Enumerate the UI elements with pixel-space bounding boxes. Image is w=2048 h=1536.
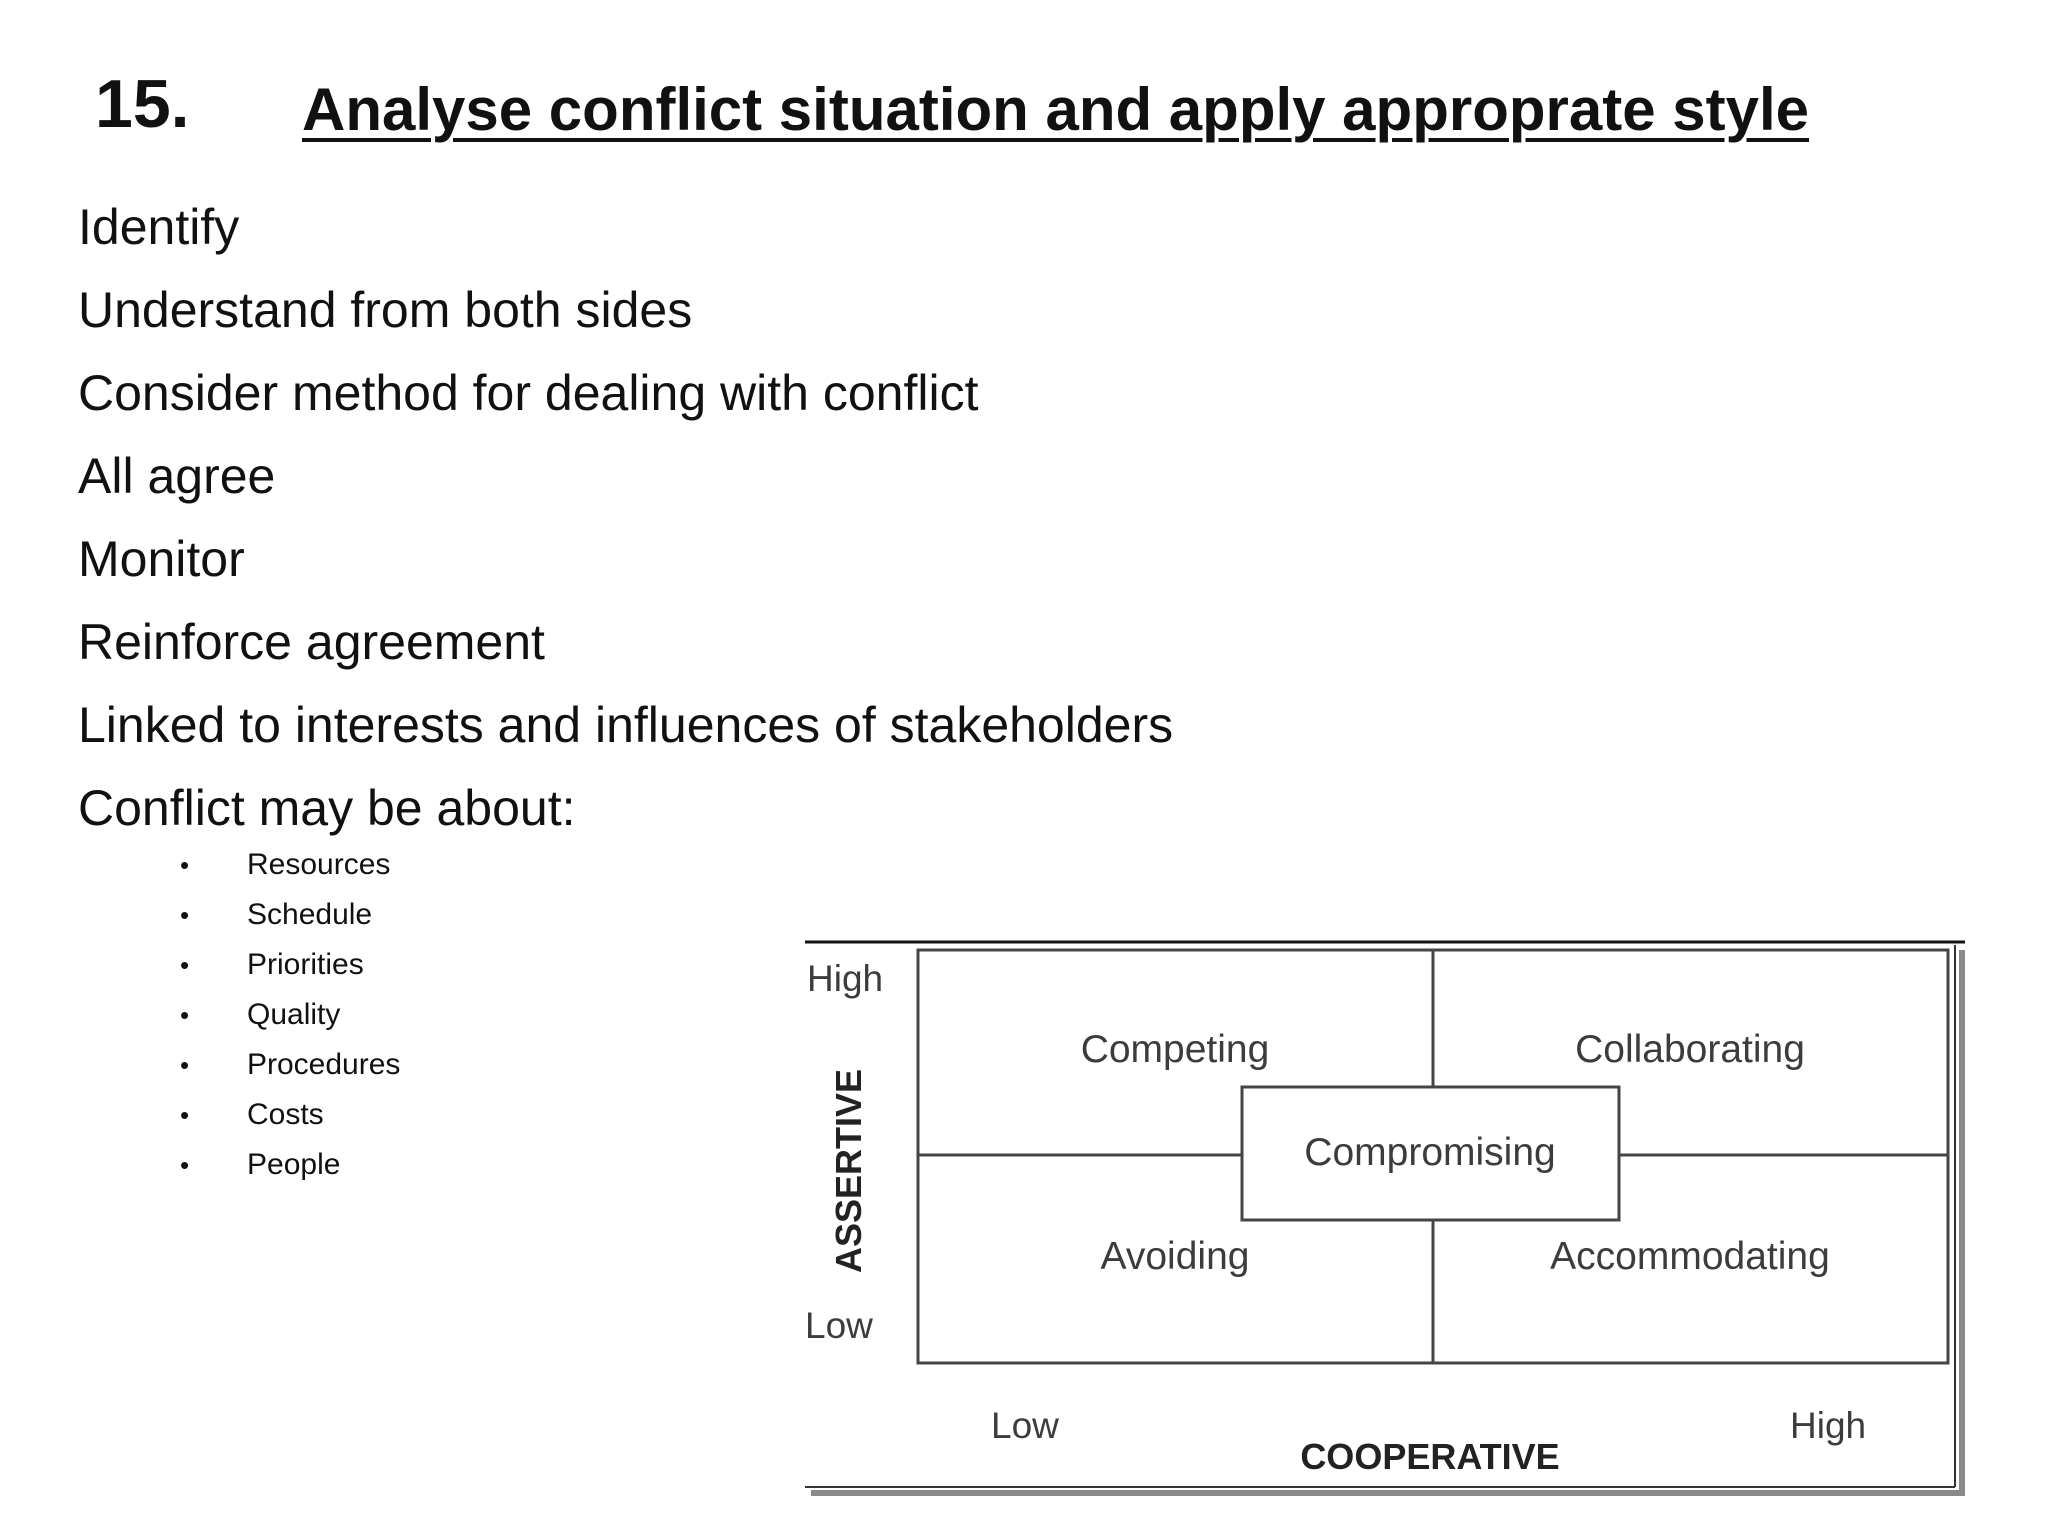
x-axis-low-label: Low: [991, 1405, 1059, 1446]
topic-procedures: Procedures: [247, 1048, 401, 1081]
step-linked-stakeholders: Linked to interests and influences of stakeholders: [78, 697, 1174, 753]
topic-quality: Quality: [247, 998, 341, 1031]
bullet-icon: •: [180, 1050, 190, 1080]
style-avoiding: Avoiding: [1100, 1235, 1250, 1278]
step-all-agree: All agree: [78, 448, 276, 504]
list-item: [180, 1040, 400, 1090]
slide-number: 15.: [95, 66, 190, 142]
x-axis-high-label: High: [1790, 1405, 1867, 1446]
style-competing: Competing: [1080, 1028, 1270, 1071]
list-item: [180, 1140, 400, 1190]
topic-schedule: Schedule: [247, 898, 373, 931]
style-compromising: Compromising: [1304, 1131, 1556, 1174]
list-item: [180, 990, 400, 1040]
topic-costs: Costs: [247, 1098, 324, 1131]
topic-resources: Resources: [247, 848, 391, 881]
y-axis-high-label: High: [807, 958, 884, 999]
step-consider-method: Consider method for dealing with conflict: [78, 365, 979, 421]
topic-people: People: [247, 1148, 341, 1181]
bullet-icon: •: [180, 900, 190, 930]
y-axis-low-label: Low: [805, 1305, 873, 1346]
step-reinforce: Reinforce agreement: [78, 614, 545, 670]
step-conflict-about: Conflict may be about:: [78, 780, 576, 836]
conflict-topics-list: [180, 840, 400, 1190]
step-identify: Identify: [78, 199, 240, 255]
conflict-styles-matrix: [805, 935, 1975, 1505]
y-axis-title: ASSERTIVE: [828, 1068, 869, 1274]
slide-title: Analyse conflict situation and apply approprate style: [302, 76, 1810, 143]
conflict-steps-list: [78, 186, 1173, 850]
step-monitor: Monitor: [78, 531, 245, 587]
list-item: [180, 1090, 400, 1140]
bullet-icon: •: [180, 1150, 190, 1180]
topic-priorities: Priorities: [247, 948, 364, 981]
style-collaborating: Collaborating: [1575, 1028, 1805, 1071]
list-item: [180, 890, 400, 940]
list-item: [180, 840, 400, 890]
style-accommodating: Accommodating: [1550, 1235, 1830, 1278]
bullet-icon: •: [180, 850, 190, 880]
bullet-icon: •: [180, 1000, 190, 1030]
bullet-icon: •: [180, 1100, 190, 1130]
step-understand: Understand from both sides: [78, 282, 693, 338]
list-item: [180, 940, 400, 990]
x-axis-title: COOPERATIVE: [1300, 1436, 1560, 1477]
bullet-icon: •: [180, 950, 190, 980]
